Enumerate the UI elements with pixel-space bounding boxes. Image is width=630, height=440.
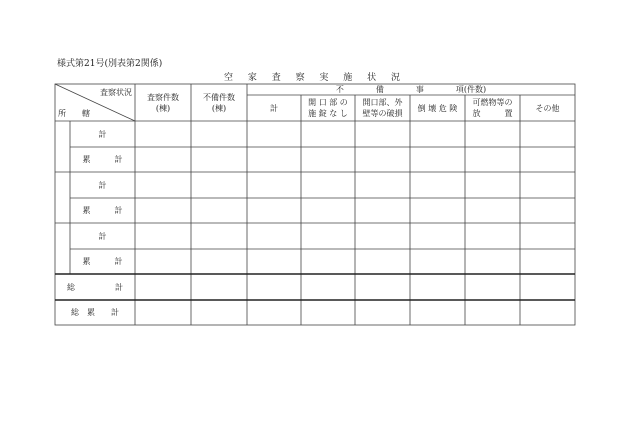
row-label-cumulative: 累 計	[82, 206, 123, 215]
header-defect-total: 計	[270, 103, 278, 113]
row-label-total: 総 計	[67, 282, 123, 292]
row-label-cumulative: 累 計	[82, 257, 123, 266]
row-label-subtotal: 計	[98, 180, 107, 190]
header-inspections: 査察件数 (棟)	[147, 92, 179, 113]
header-defects-group: 不 備 事 項(件数)	[335, 85, 487, 94]
row-label-grand-total: 総 累 計	[71, 308, 119, 317]
header-defect-unlocked: 開 口 部 の 施 錠 な し	[308, 98, 348, 118]
header-diag-top: 査察状況	[100, 87, 132, 97]
header-defect-collapse: 倒 壊 危 険	[417, 103, 458, 113]
header-defect-damage: 開口部、外 壁等の破損	[362, 98, 403, 118]
header-deficient: 不備件数 (棟)	[203, 92, 235, 113]
header-defect-other: その他	[535, 103, 560, 113]
form-title: 空 家 査 察 実 施 状 況	[223, 73, 407, 83]
row-label-cumulative: 累 計	[82, 155, 123, 164]
form-number: 様式第21号(別表第2関係)	[57, 59, 163, 69]
row-label-subtotal: 計	[98, 231, 107, 241]
header-defect-combustibles: 可燃物等の 放 置	[472, 98, 513, 118]
row-label-subtotal: 計	[98, 129, 107, 139]
header-diag-bottom: 所 轄	[58, 108, 90, 118]
